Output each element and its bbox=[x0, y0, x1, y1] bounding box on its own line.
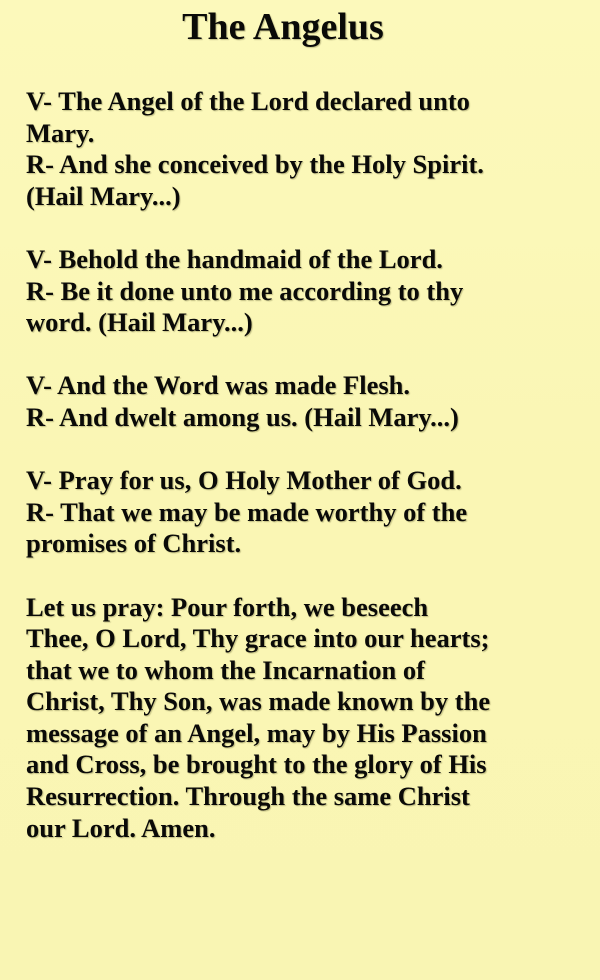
stanza-1 bbox=[26, 86, 586, 212]
prayer-line: Let us pray: Pour forth, we beseech bbox=[26, 591, 429, 622]
stanza-3 bbox=[26, 370, 586, 433]
closing-prayer bbox=[26, 592, 586, 845]
response-line: R- And dwelt among us. (Hail Mary...) bbox=[26, 401, 459, 432]
versicle-line: Mary. bbox=[26, 117, 95, 148]
response-line: word. (Hail Mary...) bbox=[26, 307, 253, 338]
prayer-line: Thee, O Lord, Thy grace into our hearts; bbox=[26, 623, 490, 654]
response-line: R- And she conceived by the Holy Spirit. bbox=[26, 149, 484, 180]
prayer-line: Christ, Thy Son, was made known by the bbox=[26, 686, 491, 717]
response-line: (Hail Mary...) bbox=[26, 180, 181, 211]
stanza-4 bbox=[26, 465, 586, 560]
response-line: R- That we may be made worthy of the bbox=[26, 496, 468, 527]
response-line: promises of Christ. bbox=[26, 528, 242, 559]
page-title: The Angelus bbox=[182, 6, 384, 48]
versicle-line: V- Behold the handmaid of the Lord. bbox=[26, 243, 443, 274]
prayer-line: that we to whom the Incarnation of bbox=[26, 654, 425, 685]
prayer-line: message of an Angel, may by His Passion bbox=[26, 717, 487, 748]
versicle-line: V- And the Word was made Flesh. bbox=[26, 370, 411, 401]
stanza-2 bbox=[26, 244, 586, 339]
prayer-body bbox=[26, 86, 586, 876]
prayer-line: and Cross, be brought to the glory of His bbox=[26, 749, 487, 780]
versicle-line: V- Pray for us, O Holy Mother of God. bbox=[26, 465, 462, 496]
versicle-line: V- The Angel of the Lord declared unto bbox=[26, 86, 470, 116]
prayer-line: our Lord. Amen. bbox=[26, 812, 216, 843]
response-line: R- Be it done unto me according to thy bbox=[26, 275, 464, 306]
prayer-line: Resurrection. Through the same Christ bbox=[26, 781, 470, 812]
